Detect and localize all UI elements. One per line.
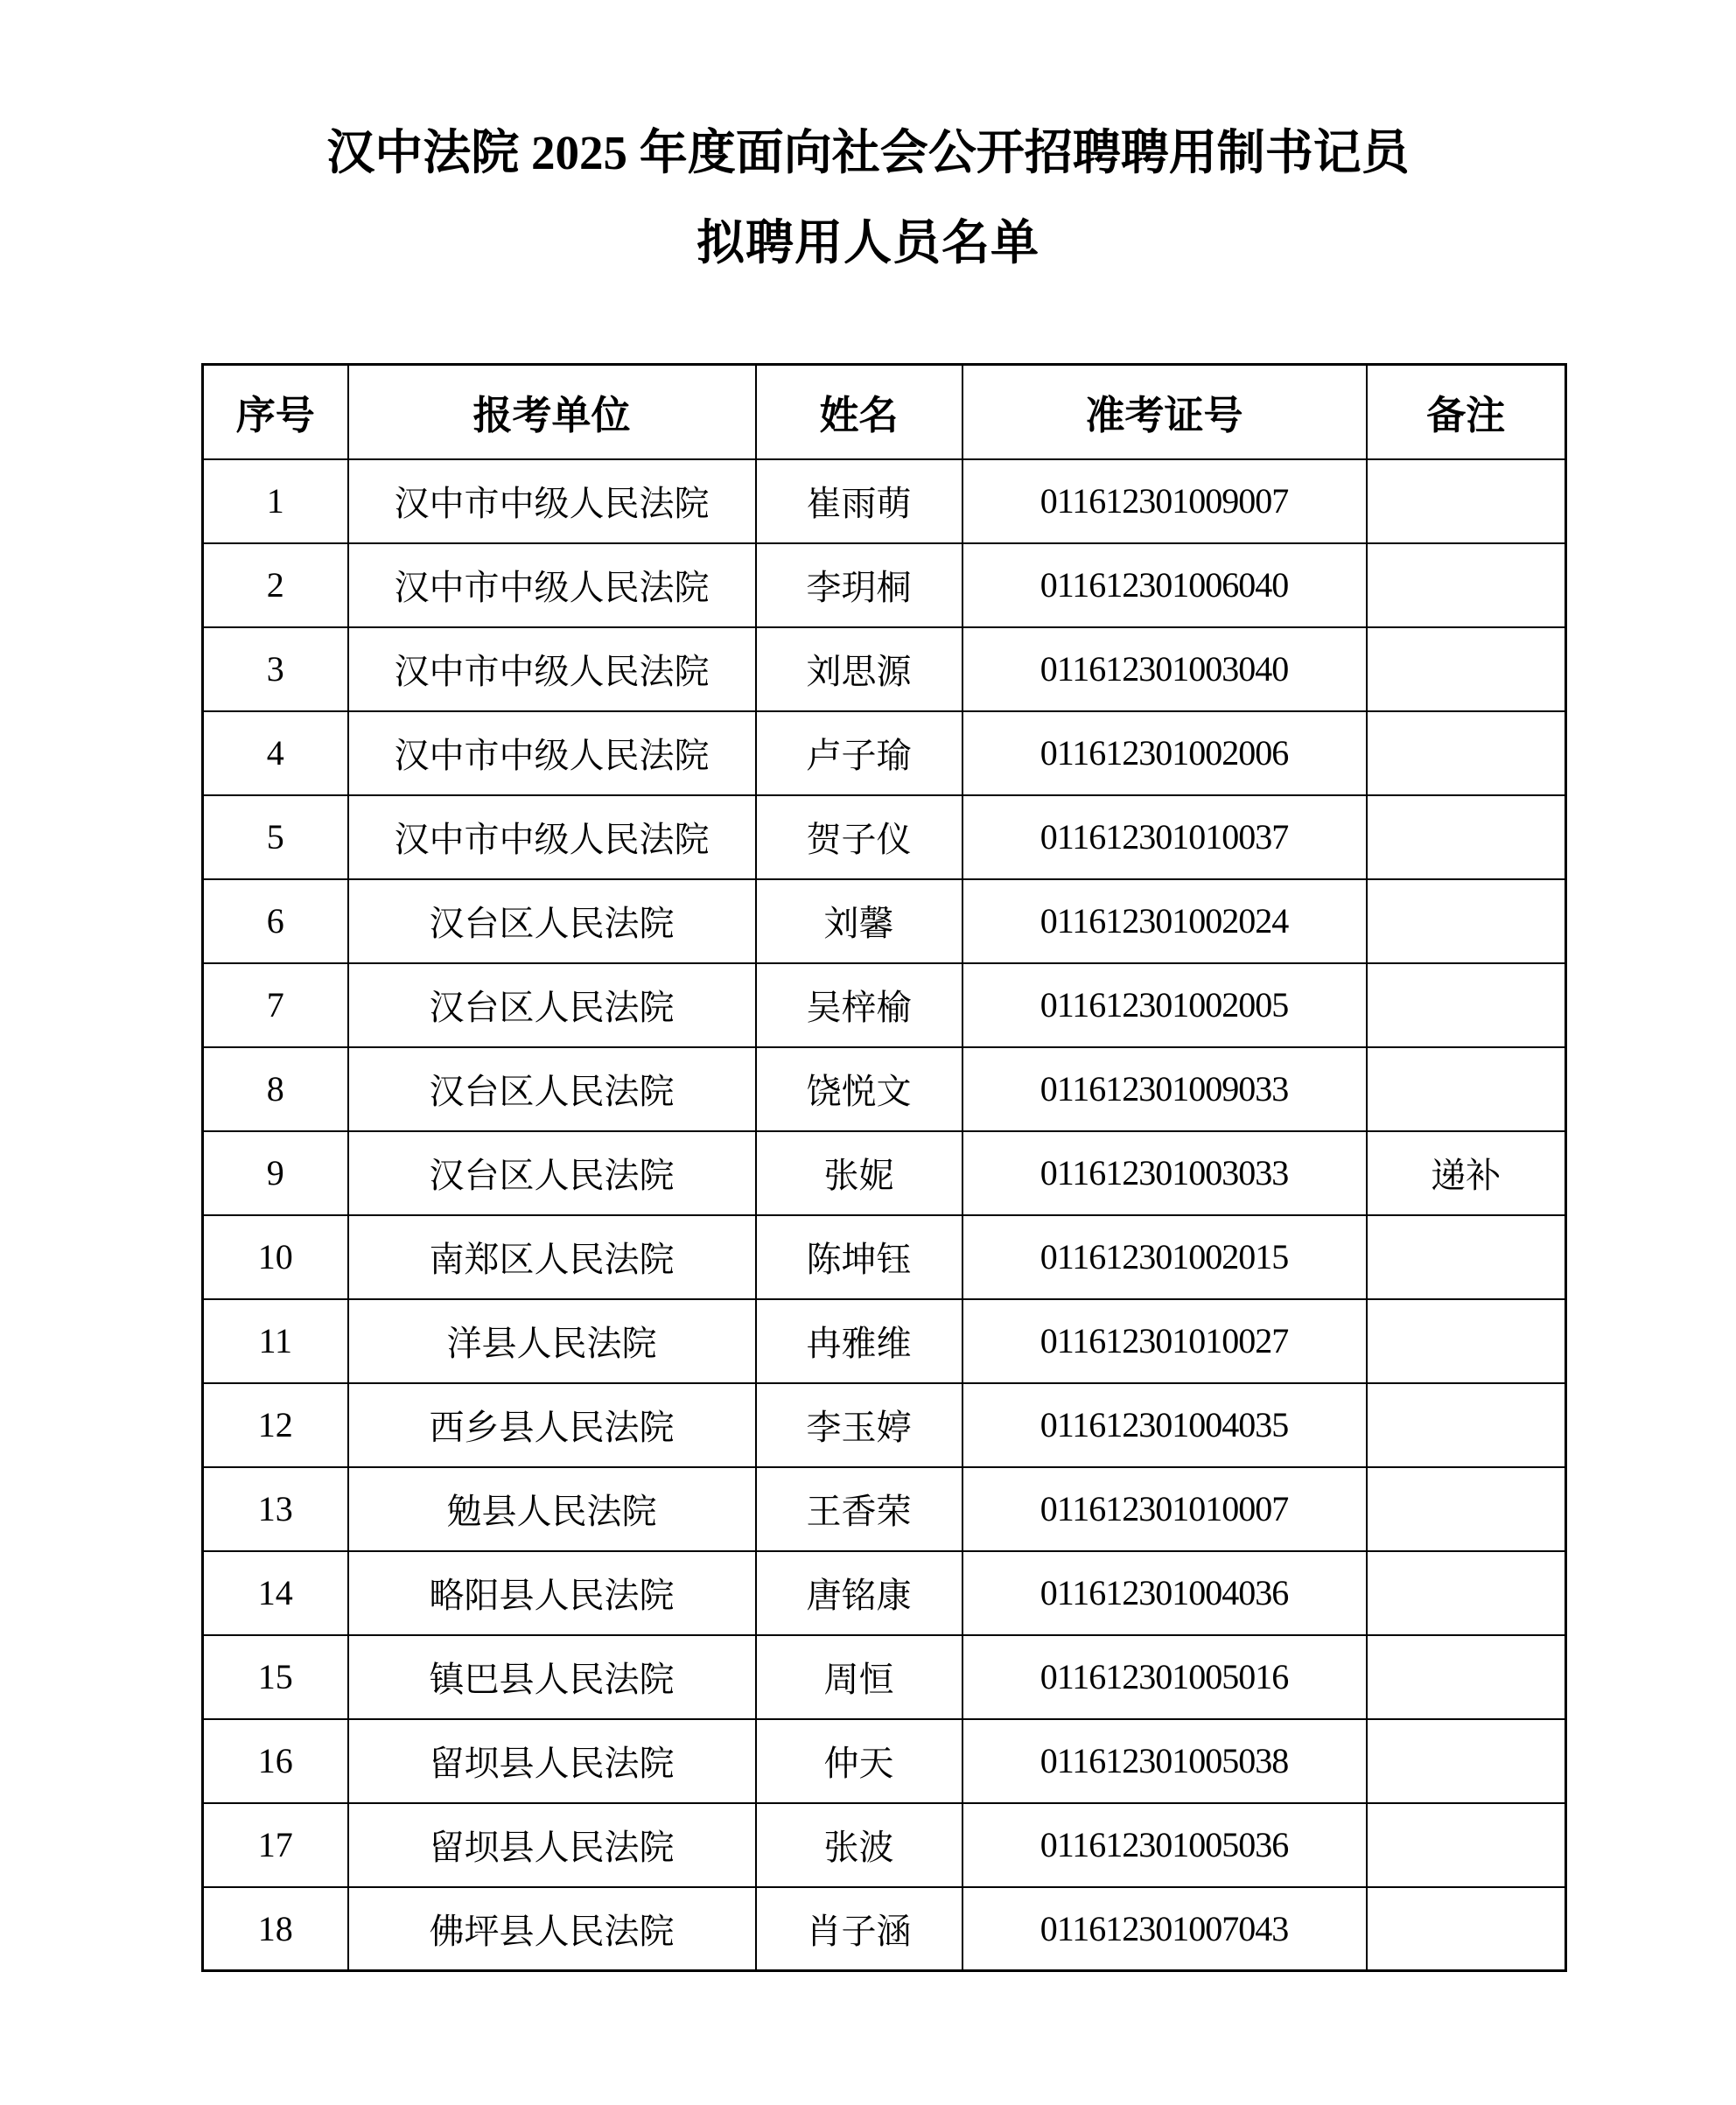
cell-name: 张妮 <box>756 1131 962 1215</box>
table-row <box>203 711 1566 795</box>
table-row <box>203 1131 1566 1215</box>
cell-ticket: 011612301006040 <box>962 543 1367 627</box>
cell-ticket: 011612301010027 <box>962 1299 1367 1383</box>
table-row <box>203 1887 1566 1971</box>
cell-ticket: 011612301005016 <box>962 1635 1367 1719</box>
cell-no: 16 <box>203 1719 348 1803</box>
cell-note <box>1367 1551 1566 1635</box>
cell-no: 8 <box>203 1047 348 1131</box>
cell-note <box>1367 459 1566 543</box>
cell-ticket: 011612301002005 <box>962 963 1367 1047</box>
cell-ticket: 011612301009033 <box>962 1047 1367 1131</box>
cell-no: 10 <box>203 1215 348 1299</box>
table-row <box>203 1803 1566 1887</box>
cell-note <box>1367 627 1566 711</box>
cell-note <box>1367 543 1566 627</box>
header-cell-unit: 报考单位 <box>348 365 756 459</box>
cell-name: 贺子仪 <box>756 795 962 879</box>
cell-no: 18 <box>203 1887 348 1971</box>
cell-name: 刘思源 <box>756 627 962 711</box>
hire-roster-table <box>201 363 1567 1972</box>
cell-ticket: 011612301003033 <box>962 1131 1367 1215</box>
table-row <box>203 963 1566 1047</box>
cell-ticket: 011612301009007 <box>962 459 1367 543</box>
cell-name: 刘馨 <box>756 879 962 963</box>
cell-ticket: 011612301004035 <box>962 1383 1367 1467</box>
cell-note <box>1367 1635 1566 1719</box>
cell-note <box>1367 879 1566 963</box>
cell-unit: 汉台区人民法院 <box>348 1047 756 1131</box>
cell-no: 12 <box>203 1383 348 1467</box>
cell-unit: 汉中市中级人民法院 <box>348 627 756 711</box>
cell-ticket: 011612301002006 <box>962 711 1367 795</box>
cell-name: 唐铭康 <box>756 1551 962 1635</box>
cell-name: 饶悦文 <box>756 1047 962 1131</box>
table-row <box>203 795 1566 879</box>
table-row <box>203 879 1566 963</box>
table-row <box>203 459 1566 543</box>
document-title-line1: 汉中法院 2025 年度面向社会公开招聘聘用制书记员 <box>326 126 1410 179</box>
cell-no: 9 <box>203 1131 348 1215</box>
cell-name: 吴梓榆 <box>756 963 962 1047</box>
document-title <box>0 0 1736 275</box>
cell-ticket: 011612301007043 <box>962 1887 1367 1971</box>
cell-ticket: 011612301002024 <box>962 879 1367 963</box>
cell-name: 冉雅维 <box>756 1299 962 1383</box>
table-header-row <box>203 365 1566 459</box>
cell-note <box>1367 1719 1566 1803</box>
table-body <box>203 459 1566 1971</box>
table-row <box>203 543 1566 627</box>
cell-name: 卢子瑜 <box>756 711 962 795</box>
cell-no: 13 <box>203 1467 348 1551</box>
cell-ticket: 011612301004036 <box>962 1551 1367 1635</box>
table-row <box>203 1719 1566 1803</box>
cell-unit: 汉中市中级人民法院 <box>348 459 756 543</box>
cell-no: 17 <box>203 1803 348 1887</box>
cell-note: 递补 <box>1367 1131 1566 1215</box>
cell-unit: 汉台区人民法院 <box>348 1131 756 1215</box>
header-cell-ticket: 准考证号 <box>962 365 1367 459</box>
cell-name: 李玥桐 <box>756 543 962 627</box>
cell-unit: 南郑区人民法院 <box>348 1215 756 1299</box>
cell-unit: 汉台区人民法院 <box>348 879 756 963</box>
cell-name: 李玉婷 <box>756 1383 962 1467</box>
cell-note <box>1367 1383 1566 1467</box>
cell-no: 15 <box>203 1635 348 1719</box>
cell-name: 周恒 <box>756 1635 962 1719</box>
cell-ticket: 011612301005038 <box>962 1719 1367 1803</box>
table-row <box>203 1047 1566 1131</box>
table-row <box>203 1215 1566 1299</box>
cell-unit: 洋县人民法院 <box>348 1299 756 1383</box>
cell-unit: 汉中市中级人民法院 <box>348 795 756 879</box>
cell-name: 王香荣 <box>756 1467 962 1551</box>
cell-no: 1 <box>203 459 348 543</box>
document-title-line2: 拟聘用人员名单 <box>696 216 1040 269</box>
cell-note <box>1367 1215 1566 1299</box>
cell-name: 张波 <box>756 1803 962 1887</box>
cell-unit: 西乡县人民法院 <box>348 1383 756 1467</box>
header-cell-no: 序号 <box>203 365 348 459</box>
cell-note <box>1367 1467 1566 1551</box>
table-row <box>203 1551 1566 1635</box>
cell-unit: 镇巴县人民法院 <box>348 1635 756 1719</box>
cell-name: 肖子涵 <box>756 1887 962 1971</box>
header-cell-name: 姓名 <box>756 365 962 459</box>
cell-ticket: 011612301005036 <box>962 1803 1367 1887</box>
cell-name: 仲天 <box>756 1719 962 1803</box>
cell-ticket: 011612301003040 <box>962 627 1367 711</box>
cell-unit: 汉中市中级人民法院 <box>348 711 756 795</box>
cell-note <box>1367 1887 1566 1971</box>
cell-no: 6 <box>203 879 348 963</box>
cell-unit: 勉县人民法院 <box>348 1467 756 1551</box>
cell-unit: 留坝县人民法院 <box>348 1719 756 1803</box>
cell-no: 14 <box>203 1551 348 1635</box>
cell-ticket: 011612301010037 <box>962 795 1367 879</box>
cell-unit: 汉中市中级人民法院 <box>348 543 756 627</box>
cell-no: 5 <box>203 795 348 879</box>
cell-name: 陈坤钰 <box>756 1215 962 1299</box>
cell-note <box>1367 1299 1566 1383</box>
cell-note <box>1367 795 1566 879</box>
table-row <box>203 627 1566 711</box>
cell-note <box>1367 711 1566 795</box>
table-row <box>203 1635 1566 1719</box>
cell-ticket: 011612301002015 <box>962 1215 1367 1299</box>
table-row <box>203 1383 1566 1467</box>
cell-unit: 留坝县人民法院 <box>348 1803 756 1887</box>
cell-note <box>1367 1047 1566 1131</box>
cell-no: 11 <box>203 1299 348 1383</box>
cell-note <box>1367 963 1566 1047</box>
cell-no: 2 <box>203 543 348 627</box>
cell-no: 4 <box>203 711 348 795</box>
table-row <box>203 1467 1566 1551</box>
cell-no: 3 <box>203 627 348 711</box>
cell-no: 7 <box>203 963 348 1047</box>
table-row <box>203 1299 1566 1383</box>
cell-ticket: 011612301010007 <box>962 1467 1367 1551</box>
cell-unit: 汉台区人民法院 <box>348 963 756 1047</box>
cell-unit: 佛坪县人民法院 <box>348 1887 756 1971</box>
header-cell-note: 备注 <box>1367 365 1566 459</box>
cell-note <box>1367 1803 1566 1887</box>
cell-unit: 略阳县人民法院 <box>348 1551 756 1635</box>
cell-name: 崔雨萌 <box>756 459 962 543</box>
